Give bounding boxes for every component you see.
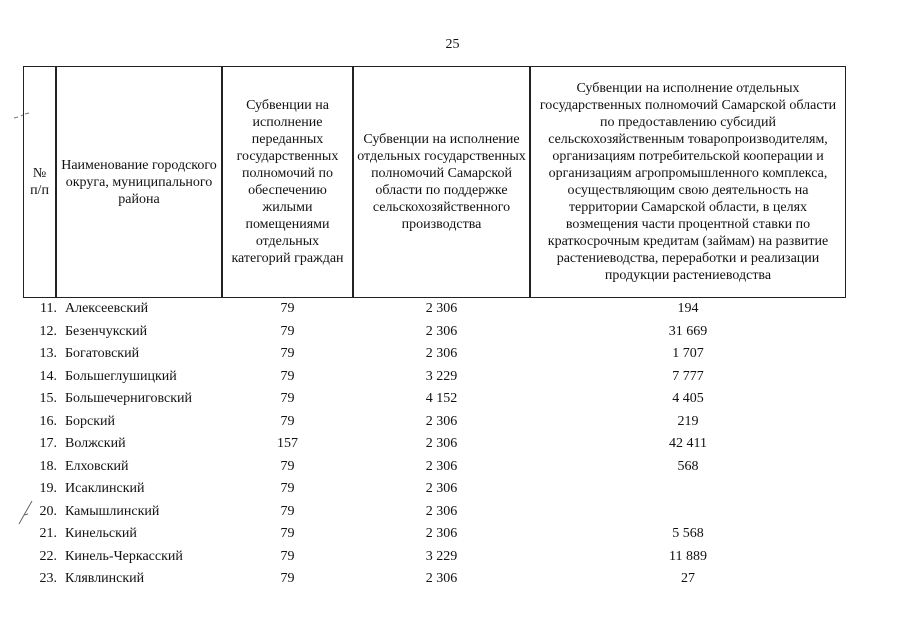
table-row <box>0 546 905 569</box>
row-housing-subvention: 79 <box>280 503 295 519</box>
row-interest-subvention: 4 405 <box>672 391 704 406</box>
row-agriculture-subvention: 2 306 <box>425 436 458 451</box>
row-district-name: Кинельский <box>65 526 137 541</box>
header-name <box>56 66 222 298</box>
table-row <box>0 366 905 389</box>
row-interest-subvention: 11 889 <box>669 548 707 564</box>
row-district-name: Алексеевский <box>65 301 149 316</box>
row-number: 19. <box>39 481 57 496</box>
row-housing-subvention: 157 <box>277 436 298 451</box>
row-district-name: Кинель-Черкасский <box>65 548 183 564</box>
row-number: 12. <box>39 323 57 339</box>
row-district-name: Безенчукский <box>65 323 148 339</box>
margin-mark-top <box>12 110 32 124</box>
row-interest-subvention: 42 411 <box>669 436 707 451</box>
table-row <box>0 321 905 344</box>
row-district-name: Богатовский <box>65 346 140 361</box>
header-number-label: № п/п <box>30 166 49 198</box>
row-district-name: Исаклинский <box>65 481 145 496</box>
row-housing-subvention: 79 <box>280 571 295 586</box>
row-housing-subvention: 79 <box>280 301 295 316</box>
row-number: 17. <box>39 436 57 451</box>
row-number: 20. <box>39 503 57 519</box>
row-agriculture-subvention: 4 152 <box>425 391 458 406</box>
table-row <box>0 411 905 434</box>
table-body <box>0 298 905 591</box>
row-district-name: Клявлинский <box>65 571 145 586</box>
row-interest-subvention: 1 707 <box>672 346 704 361</box>
row-agriculture-subvention: 2 306 <box>425 301 458 316</box>
table-row <box>0 568 905 591</box>
row-housing-subvention: 79 <box>280 458 295 474</box>
row-agriculture-subvention: 2 306 <box>425 346 458 361</box>
row-housing-subvention: 79 <box>280 526 295 541</box>
row-district-name: Большечерниговский <box>65 391 193 406</box>
header-housing-subvention <box>222 66 353 298</box>
row-number: 16. <box>39 413 57 429</box>
row-agriculture-subvention: 2 306 <box>425 323 458 339</box>
table-row <box>0 523 905 546</box>
header-interest-subvention-label: Субвенции на исполнение отдельных государственных полномочий Самарской области по предоставлению субсидий сельскохозяйственным товаропроизводителям, организациям потребительской кооперации и организациям агропромышленного комплекса, осуществляющим свою деятельность на территории Самарской области, в целях возмещения части процентной ставки по краткосрочным кредитам (займам) на развитие растениеводства, переработки и реализации продукции растениеводства <box>539 81 837 283</box>
table-row <box>0 343 905 366</box>
header-agriculture-subvention <box>353 66 530 298</box>
row-agriculture-subvention: 2 306 <box>425 503 458 519</box>
row-interest-subvention: 5 568 <box>672 526 704 541</box>
row-housing-subvention: 79 <box>280 481 295 496</box>
header-interest-subvention <box>530 66 846 298</box>
header-agriculture-subvention-label: Субвенции на исполнение отдельных государственных полномочий Самарской области по поддержке сельскохозяйственного производства <box>357 132 526 232</box>
header-housing-subvention-label: Субвенции на исполнение переданных государственных полномочий по обеспечению жилыми помещениями отдельных категорий граждан <box>231 98 344 266</box>
table-row <box>0 298 905 321</box>
row-number: 22. <box>39 548 57 564</box>
header-name-label: Наименование городского округа, муниципального района <box>61 157 217 207</box>
row-agriculture-subvention: 2 306 <box>425 526 458 541</box>
row-number: 11. <box>40 301 57 316</box>
table-row <box>0 388 905 411</box>
row-interest-subvention: 7 777 <box>672 368 704 384</box>
row-number: 14. <box>39 368 57 384</box>
row-agriculture-subvention: 2 306 <box>425 458 458 474</box>
row-number: 21. <box>39 526 57 541</box>
table-row <box>0 478 905 501</box>
row-interest-subvention: 568 <box>677 458 699 474</box>
row-district-name: Елховский <box>65 458 129 474</box>
row-interest-subvention: 219 <box>677 413 699 429</box>
table-row <box>0 501 905 524</box>
row-district-name: Большеглушицкий <box>65 368 177 384</box>
row-housing-subvention: 79 <box>280 413 295 429</box>
table-row <box>0 433 905 456</box>
row-number: 23. <box>39 571 57 586</box>
row-number: 15. <box>39 391 57 406</box>
row-agriculture-subvention: 2 306 <box>425 413 458 429</box>
row-housing-subvention: 79 <box>280 548 295 564</box>
row-agriculture-subvention: 3 229 <box>425 548 458 564</box>
row-district-name: Камышлинский <box>65 503 160 519</box>
header-number <box>23 66 56 298</box>
row-agriculture-subvention: 2 306 <box>425 571 458 586</box>
row-interest-subvention: 27 <box>681 571 695 586</box>
row-agriculture-subvention: 2 306 <box>425 481 458 496</box>
margin-mark-bottom <box>14 498 38 528</box>
row-housing-subvention: 79 <box>280 323 295 339</box>
table-row <box>0 456 905 479</box>
row-housing-subvention: 79 <box>280 346 295 361</box>
page-number: 25 <box>445 37 460 52</box>
row-interest-subvention: 194 <box>677 301 699 316</box>
row-housing-subvention: 79 <box>280 368 295 384</box>
row-district-name: Волжский <box>65 436 126 451</box>
row-number: 18. <box>39 458 57 474</box>
row-district-name: Борский <box>65 413 116 429</box>
row-housing-subvention: 79 <box>280 391 295 406</box>
row-number: 13. <box>39 346 57 361</box>
row-interest-subvention: 31 669 <box>668 323 708 339</box>
row-agriculture-subvention: 3 229 <box>425 368 458 384</box>
